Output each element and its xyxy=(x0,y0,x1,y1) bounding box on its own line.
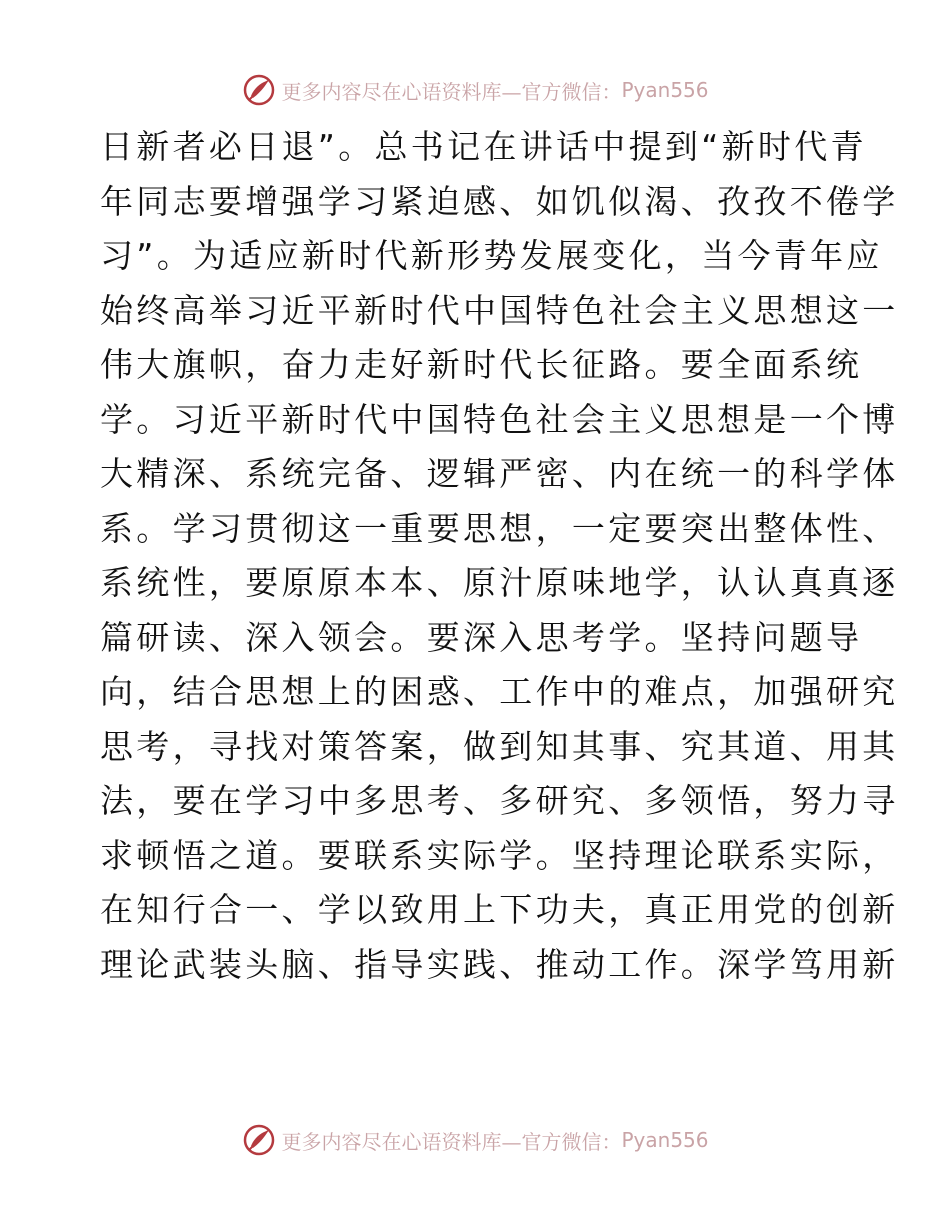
text-line: 大精深、系统完备、逻辑严密、内在统一的科学体 xyxy=(100,454,899,493)
logo-icon xyxy=(241,1122,277,1158)
footer-watermark xyxy=(0,1118,950,1162)
watermark-text: 更多内容尽在心语资料库—官方微信： xyxy=(281,1129,622,1154)
watermark-text: 更多内容尽在心语资料库—官方微信： xyxy=(281,79,622,104)
text-line: 伟大旗帜，奋力走好新时代长征路。要全面系统 xyxy=(100,345,863,384)
text-line: 向，结合思想上的困惑、工作中的难点，加强研究 xyxy=(100,672,899,711)
text-line: 系。学习贯彻这一重要思想，一定要突出整体性、 xyxy=(100,508,899,548)
watermark-wechat-id: Pyan556 xyxy=(621,78,709,102)
text-line: 理论武装头脑、指导实践、推动工作。深学笃用新 xyxy=(100,944,899,984)
text-line: 学。习近平新时代中国特色社会主义思想是一个博 xyxy=(100,399,899,439)
text-line: 始终高举习近平新时代中国特色社会主义思想这一 xyxy=(100,290,899,330)
text-line: 系统性，要原原本本、原汁原味地学，认认真真逐 xyxy=(100,563,899,602)
text-line: 在知行合一、学以致用上下功夫，真正用党的创新 xyxy=(100,890,899,929)
text-line: 法，要在学习中多思考、多研究、多领悟，努力寻 xyxy=(100,781,899,820)
watermark-wechat-id: Pyan556 xyxy=(621,1128,709,1152)
header-watermark xyxy=(0,68,950,112)
text-line: 求顿悟之道。要联系实际学。坚持理论联系实际， xyxy=(100,835,899,875)
text-line: 篇研读、深入领会。要深入思考学。坚持问题导 xyxy=(100,617,863,657)
text-line: 日新者必日退”。总书记在讲话中提到“新时代青 xyxy=(100,127,867,166)
text-line: 习”。为适应新时代新形势发展变化，当今青年应 xyxy=(100,236,883,275)
document-body xyxy=(100,120,899,992)
text-line: 思考，寻找对策答案，做到知其事、究其道、用其 xyxy=(100,726,899,766)
text-line: 年同志要增强学习紧迫感、如饥似渴、孜孜不倦学 xyxy=(100,181,899,221)
logo-icon xyxy=(241,72,277,108)
